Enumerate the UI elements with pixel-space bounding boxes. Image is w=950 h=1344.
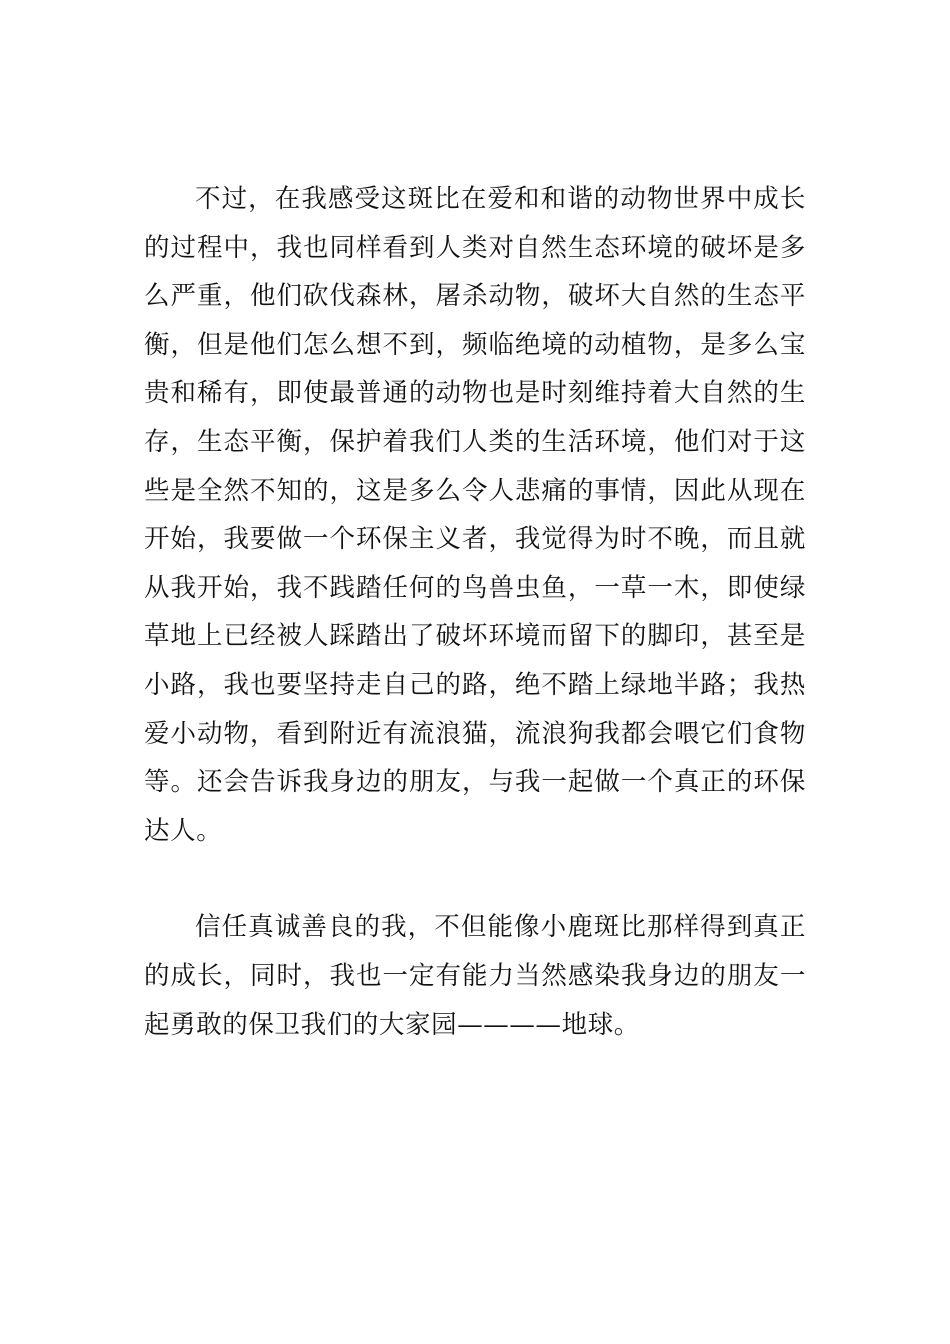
- paragraph-1: 不过，在我感受这斑比在爱和和谐的动物世界中成长的过程中，我也同样看到人类对自然生态环境的破坏是多么严重，他们砍伐森林，屠杀动物，破坏大自然的生态平衡，但是他们怎么想不到，频临绝境的动植物，是多么宝贵和稀有，即使最普通的动物也是时刻维持着大自然的生存，生态平衡，保护着我们人类的生活环境，他们对于这些是全然不知的，这是多么令人悲痛的事情，因此从现在开始，我要做一个环保主义者，我觉得为时不晚，而且就从我开始，我不践踏任何的鸟兽虫鱼，一草一木，即使绿草地上已经被人踩踏出了破坏环境而留下的脚印，甚至是小路，我也要坚持走自己的路，绝不踏上绿地半路；我热爱小动物，看到附近有流浪猫，流浪狗我都会喂它们食物等。还会告诉我身边的朋友，与我一起做一个真正的环保达人。: [144, 184, 806, 846]
- paragraph-2: 信任真诚善良的我，不但能像小鹿斑比那样得到真正的成长，同时，我也一定有能力当然感染我身边的朋友一起勇敢的保卫我们的大家园————地球。: [144, 912, 806, 1040]
- document-body: [144, 175, 806, 1049]
